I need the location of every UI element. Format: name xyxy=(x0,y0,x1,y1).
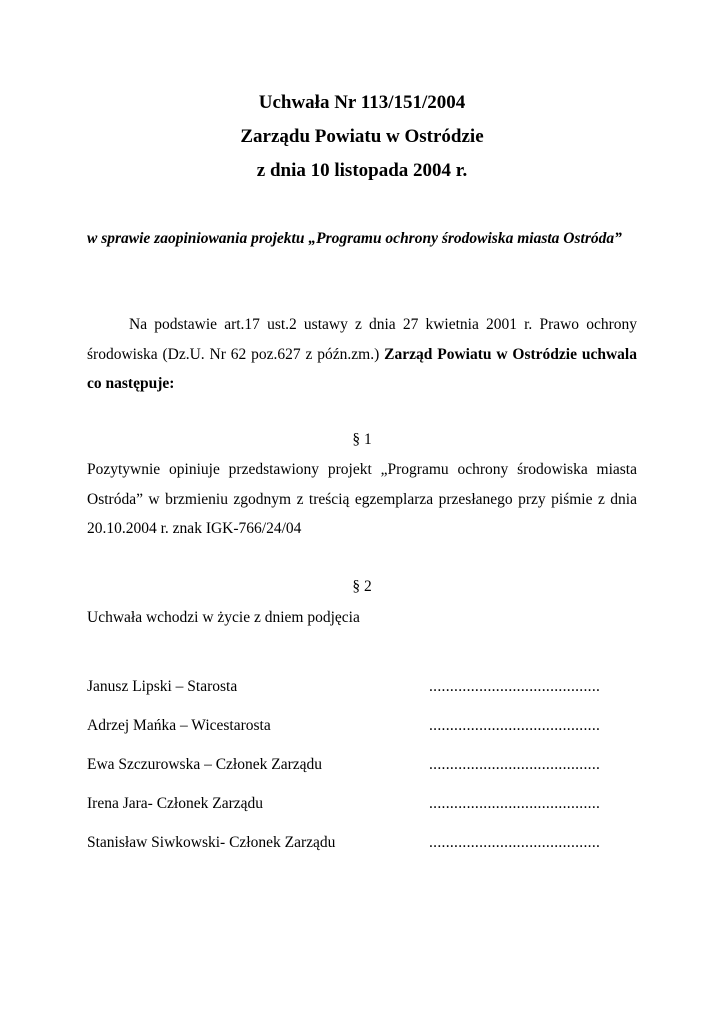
signer-name: Irena Jara- Członek Zarządu xyxy=(87,795,263,812)
resolution-header xyxy=(0,86,724,188)
signer-name: Stanisław Siwkowski- Członek Zarządu xyxy=(87,834,336,851)
signer-row xyxy=(87,830,627,869)
legal-basis-paragraph xyxy=(87,310,637,399)
signer-row xyxy=(87,674,627,713)
signer-row xyxy=(87,752,627,791)
section-1-text: Pozytywnie opiniuje przedstawiony projekt „Programu ochrony środowiska miasta Ostróda” w brzmieniu zgodnym z treścią egzemplarza przesłanego przy piśmie z dnia 20.10.2004 r. znak IGK-766/24/04 xyxy=(87,461,637,537)
signature-line: ......................................... xyxy=(429,756,601,773)
legal-basis-text: Na podstawie art.17 ust.2 ustawy z dnia 27 kwietnia 2001 r. Prawo ochrony środowiska (Dz.U. Nr 62 poz.627 z późn.zm.) xyxy=(87,316,637,363)
signature-list xyxy=(87,674,627,869)
signer-row xyxy=(87,791,627,830)
signer-name: Adrzej Mańka – Wicestarosta xyxy=(87,717,271,734)
signer-name: Ewa Szczurowska – Członek Zarządu xyxy=(87,756,322,773)
signature-line: ......................................... xyxy=(429,717,601,734)
signer-row xyxy=(87,713,627,752)
signer-name: Janusz Lipski – Starosta xyxy=(87,678,238,695)
resolution-subject: w sprawie zaopiniowania projektu „Programu ochrony środowiska miasta Ostróda” xyxy=(87,230,622,247)
signature-line: ......................................... xyxy=(429,834,601,851)
resolution-number: Uchwała Nr 113/151/2004 xyxy=(258,92,466,113)
section-1-mark: § 1 xyxy=(352,431,372,448)
section-2-mark: § 2 xyxy=(352,578,372,595)
issuing-body: Zarządu Powiatu w Ostródzie xyxy=(240,126,484,147)
resolution-date: z dnia 10 listopada 2004 r. xyxy=(256,160,468,181)
legal-basis-bold: Zarząd Powiatu w Ostródzie uchwala co następuje: xyxy=(87,345,637,392)
section-2-text: Uchwała wchodzi w życie z dniem podjęcia xyxy=(87,609,360,626)
signature-line: ......................................... xyxy=(429,795,601,812)
signature-line: ......................................... xyxy=(429,678,601,695)
